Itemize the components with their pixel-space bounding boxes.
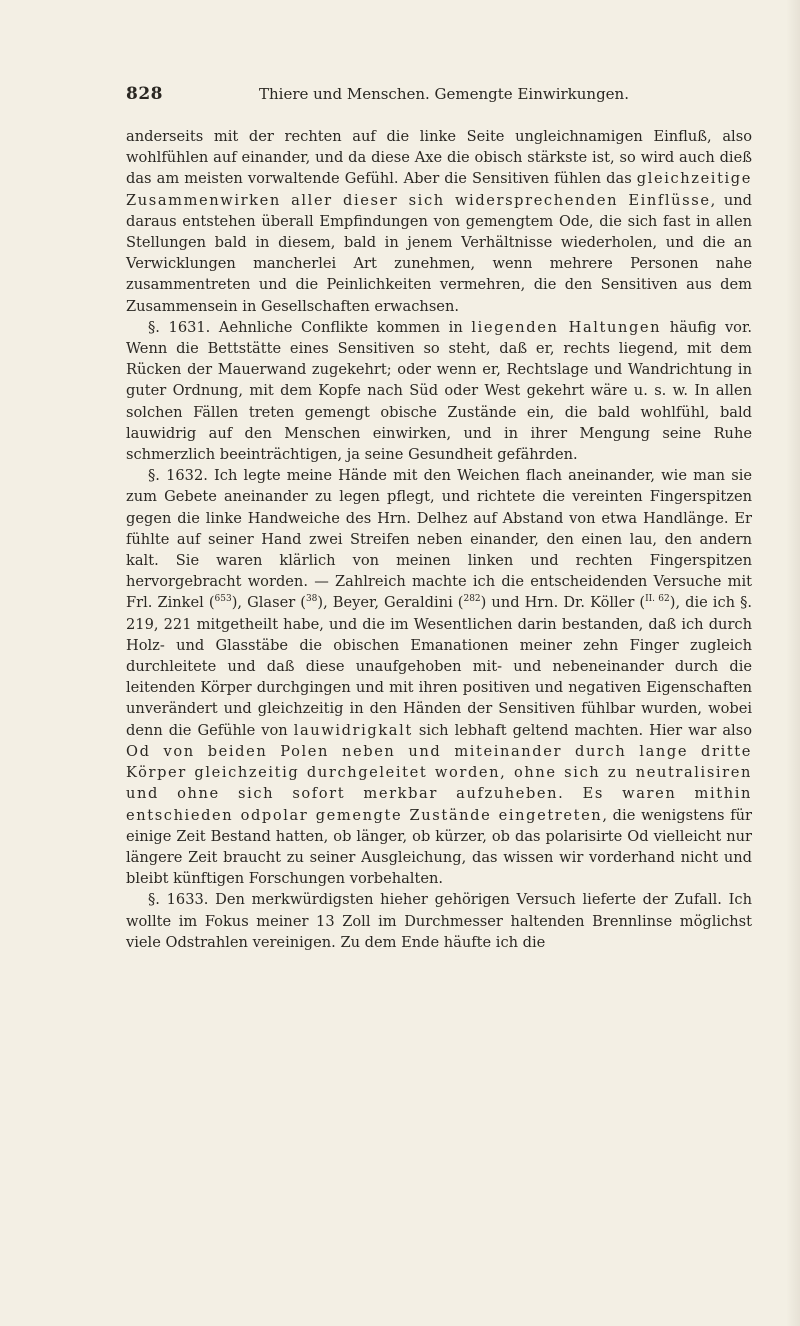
paragraph-intro	[126, 126, 752, 317]
text-run: sich lebhaft geltend machten. Hier war also	[412, 721, 752, 739]
emphasis-text: liegenden Haltungen	[471, 318, 662, 336]
footnote-ref: 38	[305, 594, 318, 605]
text-run: , und daraus entstehen überall Empfindungen von gemengtem Ode, die sich fast in allen Stellungen bald in diesem, bald in jenem Verhältnisse wiederholen, und die an Verwicklungen mancherlei Art zunehmen, wenn mehrere Personen nahe zusammentreten und die Peinlichkeiten vermehren, die den Sensitiven aus dem Zusammensein in Gesellschaften erwachsen.	[126, 191, 752, 315]
text-run: ), Beyer, Geraldini (	[317, 594, 464, 612]
paragraph-1632	[126, 465, 752, 889]
paragraph-1633	[126, 889, 752, 953]
running-head: Thiere und Menschen. Gemengte Einwirkungen.	[258, 85, 629, 103]
page-header	[126, 84, 752, 124]
text-run: §. 1631. Aehnliche Conflikte kommen in	[148, 318, 472, 336]
emphasis-text: gleichzeitige Zusammenwirken aller dieser sich widersprechenden Einflüsse	[126, 170, 752, 209]
text-run: ), Glaser (	[231, 594, 306, 612]
page-number: 828	[126, 84, 163, 104]
footnote-ref: II. 62	[645, 594, 670, 605]
text-run: ), die ich §. 219, 221 mitgetheilt habe, und die im Wesentlichen darin bestanden, daß ich durch Holz- und Glasstäbe die obischen Emanationen meiner zehn Finger zugleich durchleitete und daß diese unaufgehoben mit- und nebeneinander durch die leitenden Körper durchgingen und mit ihren positiven und negativen Eigenschaften unverändert und gleichzeitig in den Händen der Sensitiven fühlbar wurden, wobei denn die Gefühle von	[126, 594, 752, 739]
text-run: häufig vor. Wenn die Bettstätte eines Sensitiven so steht, daß er, rechts liegend, mit dem Rücken der Mauerwand zugekehrt; oder wenn er, Rechtslage und Wandrichtung in guter Ordnung, mit dem Kopfe nach Süd oder West gekehrt wäre u. s. w. In allen solchen Fällen treten gemengt obische Zustände ein, die bald wohlfühl, bald lauwidrig auf den Menschen einwirken, und in ihrer Mengung seine Ruhe schmerzlich beeinträchtigen, ja seine Gesundheit gefährden.	[126, 318, 752, 464]
emphasis-text: lauwidrigkalt	[293, 721, 413, 739]
paragraph-1631	[126, 317, 752, 465]
text-run: ) und Hrn. Dr. Köller (	[480, 594, 646, 612]
text-run: §. 1632. Ich legte meine Hände mit den Weichen flach aneinander, wie man sie zum Gebete aneinander zu legen pflegt, und richtete die vereinten Fingerspitzen gegen die linke Handweiche des Hrn. Delhez auf Abstand von etwa Handlänge. Er fühlte auf seiner Hand zwei Streifen neben einander, den einen lau, den andern kalt. Sie waren klärlich von meinen linken und rechten Fingerspitzen hervorgebracht worden. — Zahlreich machte ich die entscheidenden Versuche mit Frl. Zinkel (	[126, 467, 752, 612]
body-text	[126, 126, 752, 953]
emphasis-text: Od von beiden Polen neben und miteinander durch lange dritte Körper gleichzeitig durchgeleitet worden, ohne sich zu neutralisiren und ohne sich sofort merkbar aufzuheben. Es waren mithin entschieden odpolar gemengte Zustände eingetreten	[126, 742, 752, 824]
footnote-ref: 653	[214, 594, 232, 605]
footnote-ref: 282	[463, 594, 481, 605]
page-edge-shadow	[786, 0, 800, 1326]
text-run: anderseits mit der rechten auf die linke Seite ungleichnamigen Einfluß, also wohlfühlen auf einander, und da diese Axe die obisch stärkste ist, so wird auch dieß das am meisten vorwaltende Gefühl. Aber die Sensitiven fühlen das	[126, 128, 752, 188]
text-run: §. 1633. Den merkwürdigsten hieher gehörigen Versuch lieferte der Zufall. Ich wollte im Fokus meiner 13 Zoll im Durchmesser haltenden Brennlinse möglichst viele Odstrahlen vereinigen. Zu dem Ende häufte ich die	[126, 891, 752, 951]
text-run: , die wenigstens für einige Zeit Bestand hatten, ob länger, ob kürzer, ob das polarisirte Od vielleicht nur längere Zeit braucht zu seiner Ausgleichung, das wissen wir vorderhand nicht und bleibt künftigen Forschungen vorbehalten.	[126, 806, 752, 888]
